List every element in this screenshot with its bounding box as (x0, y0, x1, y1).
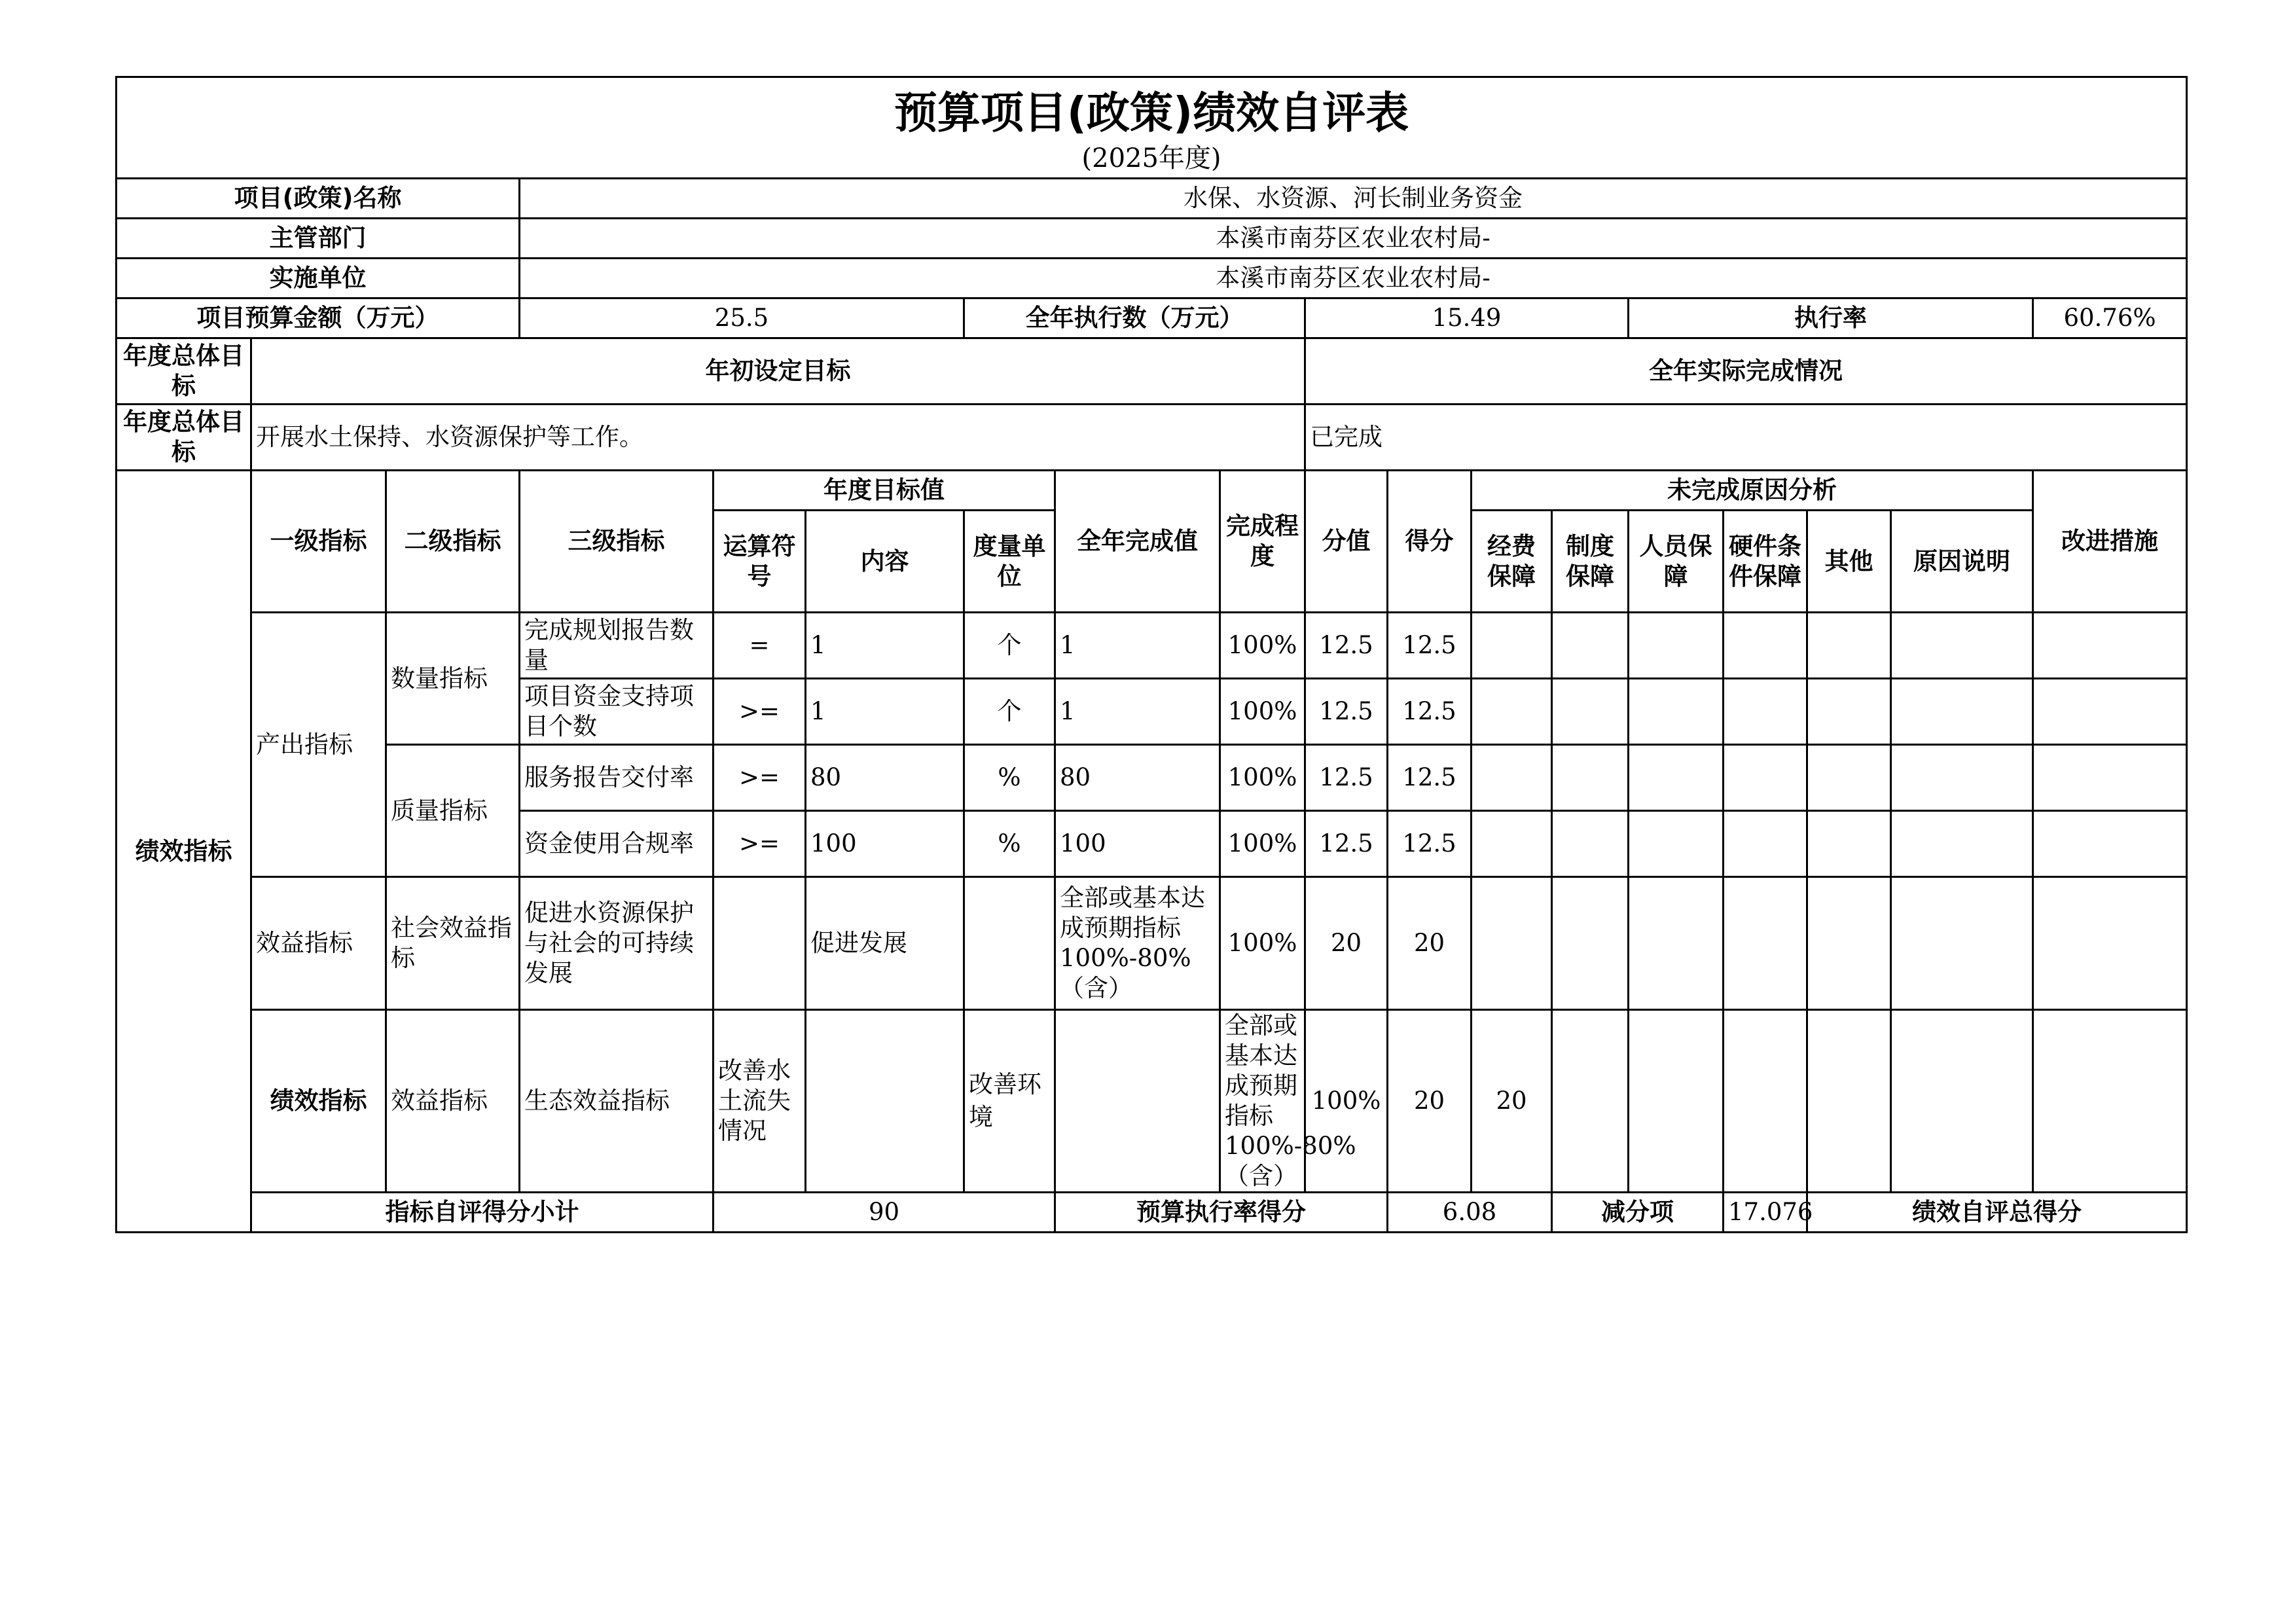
header-got: 得分 (1388, 471, 1472, 613)
header-reason-group: 未完成原因分析 (1472, 471, 2033, 511)
group-social: 社会效益指标 (386, 877, 520, 1010)
cell-score: 12.5 (1305, 613, 1388, 679)
evaluation-sheet (115, 76, 2186, 1233)
header-r4: 硬件条件保障 (1724, 511, 1807, 613)
cell-score: 12.5 (1305, 811, 1388, 877)
cell-op: >= (714, 679, 806, 745)
goal-actual-header: 全年实际完成情况 (1305, 338, 2187, 405)
cell-degree: 100% (1220, 811, 1305, 877)
budget-score-value: 6.08 (1388, 1193, 1552, 1233)
page-subtitle: (2025年度) (117, 139, 2187, 179)
cell-degree: 100% (1220, 877, 1305, 1010)
goal-initial-header: 年初设定目标 (251, 338, 1305, 405)
dept-value: 本溪市南芬区农业农村局- (520, 219, 2187, 259)
header-unit: 度量单位 (964, 511, 1055, 613)
total-label: 绩效自评总得分 (1807, 1193, 2187, 1233)
cell-degree: 100% (1220, 613, 1305, 679)
unit-value: 本溪市南芬区农业农村局- (520, 259, 2187, 298)
header-l2: 二级指标 (386, 471, 520, 613)
cell-l3: 服务报告交付率 (520, 745, 714, 811)
group-benefit: 效益指标 (251, 877, 386, 1010)
group-output: 产出指标 (251, 613, 386, 877)
dept-label: 主管部门 (117, 219, 520, 259)
cell-op (806, 1010, 964, 1193)
table-row (117, 877, 2187, 1010)
cell-unit: % (964, 811, 1055, 877)
exec-label: 全年执行数（万元） (964, 298, 1305, 338)
header-improve: 改进措施 (2033, 471, 2187, 613)
cell-score: 12.5 (1305, 679, 1388, 745)
header-r6: 原因说明 (1891, 511, 2033, 613)
evaluation-table (115, 76, 2188, 1233)
header-target-group: 年度目标值 (714, 471, 1055, 511)
group-quality: 质量指标 (386, 745, 520, 877)
cell-actual: 全部或基本达成预期指标100%-80%（含） (1055, 877, 1220, 1010)
budget-label: 项目预算金额（万元） (117, 298, 520, 338)
cell-content: 1 (806, 679, 964, 745)
rate-value: 60.76% (2033, 298, 2187, 338)
cell-degree: 100% (1305, 1010, 1388, 1193)
cell-op: = (714, 613, 806, 679)
cell-content: 改善环境 (964, 1010, 1055, 1193)
cell-unit: % (964, 745, 1055, 811)
cell-got: 20 (1388, 877, 1472, 1010)
subtotal-label: 指标自评得分小计 (251, 1193, 714, 1233)
cell-got: 12.5 (1388, 613, 1472, 679)
project-name-label: 项目(政策)名称 (117, 179, 520, 219)
goal-actual-text: 已完成 (1305, 405, 2187, 471)
header-r3: 人员保障 (1629, 511, 1724, 613)
group-quantity: 数量指标 (386, 613, 520, 745)
cell-actual: 100 (1055, 811, 1220, 877)
deduct-label: 减分项 (1552, 1193, 1724, 1233)
cell-actual: 80 (1055, 745, 1220, 811)
perf-label-2: 绩效指标 (251, 1010, 386, 1193)
goal-initial-text: 开展水土保持、水资源保护等工作。 (251, 405, 1305, 471)
subtotal-value: 90 (714, 1193, 1055, 1233)
cell-degree: 100% (1220, 679, 1305, 745)
table-row (117, 613, 2187, 679)
cell-actual: 全部或基本达成预期指标100%-80%（含） (1220, 1010, 1305, 1193)
cell-l3: 资金使用合规率 (520, 811, 714, 877)
perf-label: 绩效指标 (117, 471, 251, 1233)
cell-actual: 1 (1055, 679, 1220, 745)
cell-l3: 项目资金支持项目个数 (520, 679, 714, 745)
cell-content: 1 (806, 613, 964, 679)
header-op: 运算符号 (714, 511, 806, 613)
table-row (117, 745, 2187, 811)
cell-score: 12.5 (1305, 745, 1388, 811)
cell-op: >= (714, 745, 806, 811)
cell-got: 20 (1472, 1010, 1552, 1193)
header-actual: 全年完成值 (1055, 471, 1220, 613)
cell-unit (964, 877, 1055, 1010)
header-degree: 完成程度 (1220, 471, 1305, 613)
cell-unit: 个 (964, 679, 1055, 745)
cell-degree: 100% (1220, 745, 1305, 811)
cell-score: 20 (1388, 1010, 1472, 1193)
header-r2: 制度保障 (1552, 511, 1629, 613)
header-score: 分值 (1305, 471, 1388, 613)
header-l1: 一级指标 (251, 471, 386, 613)
exec-value: 15.49 (1305, 298, 1629, 338)
cell-op (714, 877, 806, 1010)
table-row (117, 1010, 2187, 1193)
header-l3: 三级指标 (520, 471, 714, 613)
goal-label-2: 年度总体目标 (117, 405, 251, 471)
cell-got: 12.5 (1388, 679, 1472, 745)
rate-label: 执行率 (1629, 298, 2033, 338)
cell-l3: 改善水土流失情况 (714, 1010, 806, 1193)
cell-unit (1055, 1010, 1220, 1193)
goal-label: 年度总体目标 (117, 338, 251, 405)
cell-got: 12.5 (1388, 745, 1472, 811)
budget-score-label: 预算执行率得分 (1055, 1193, 1388, 1233)
unit-label: 实施单位 (117, 259, 520, 298)
cell-content: 80 (806, 745, 964, 811)
cell-l3: 促进水资源保护与社会的可持续发展 (520, 877, 714, 1010)
budget-value: 25.5 (520, 298, 964, 338)
cell-actual: 1 (1055, 613, 1220, 679)
deduct-value: 17.076 (1724, 1193, 1807, 1233)
header-r1: 经费保障 (1472, 511, 1552, 613)
page-title: 预算项目(政策)绩效自评表 (117, 77, 2187, 140)
project-name-value: 水保、水资源、河长制业务资金 (520, 179, 2187, 219)
group-ecology: 生态效益指标 (520, 1010, 714, 1193)
cell-content: 100 (806, 811, 964, 877)
cell-score: 20 (1305, 877, 1388, 1010)
cell-content: 促进发展 (806, 877, 964, 1010)
cell-op: >= (714, 811, 806, 877)
cell-unit: 个 (964, 613, 1055, 679)
cell-got: 12.5 (1388, 811, 1472, 877)
cell-l3: 完成规划报告数量 (520, 613, 714, 679)
header-content: 内容 (806, 511, 964, 613)
header-r5: 其他 (1807, 511, 1891, 613)
group-benefit-2: 效益指标 (386, 1010, 520, 1193)
